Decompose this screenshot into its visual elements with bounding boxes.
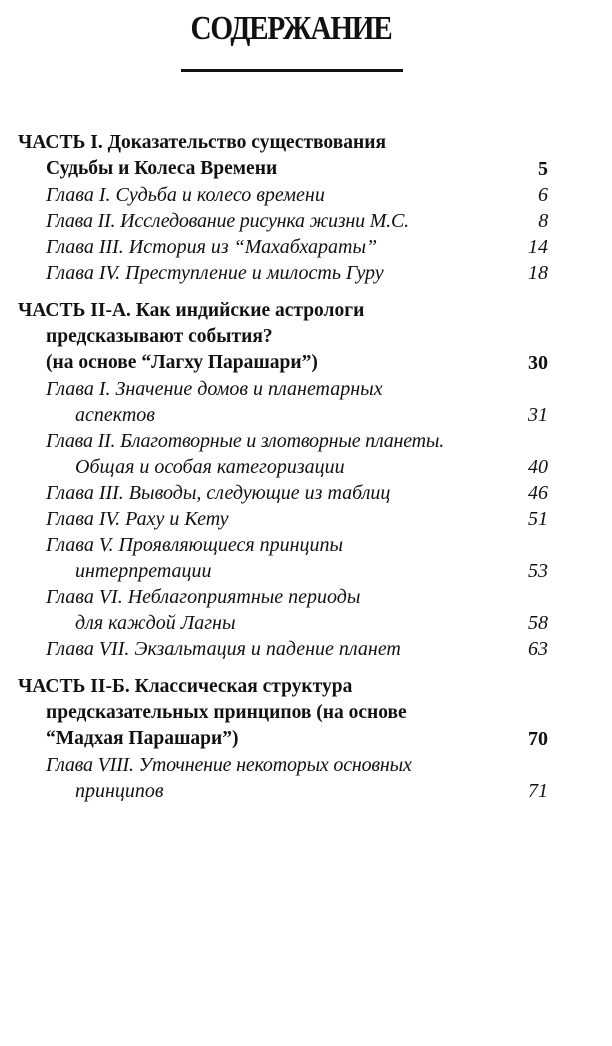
chapter-title: Глава VII. Экзальтация и падение планет bbox=[46, 638, 401, 660]
part-heading-line bbox=[18, 700, 552, 726]
part-heading-text: ЧАСТЬ I. Доказательство существования bbox=[18, 132, 386, 153]
chapter-entry bbox=[18, 506, 552, 532]
chapter-entry bbox=[18, 480, 552, 506]
part-1 bbox=[18, 130, 552, 286]
chapter-entry-continued bbox=[18, 778, 552, 804]
page-number: 40 bbox=[528, 456, 548, 478]
page-number: 63 bbox=[528, 638, 548, 660]
chapter-title: Глава IV. Раху и Кету bbox=[46, 508, 229, 530]
page-number: 46 bbox=[528, 482, 548, 504]
chapter-entry bbox=[18, 636, 552, 662]
chapter-entry bbox=[18, 584, 552, 610]
part-heading-text: (на основе “Лагху Парашари”) bbox=[46, 352, 318, 373]
page-number: 30 bbox=[528, 352, 548, 374]
chapter-title: Глава II. Исследование рисунка жизни М.С. bbox=[46, 210, 409, 232]
chapter-title: Глава I. Судьба и колесо времени bbox=[46, 184, 325, 206]
page-number: 71 bbox=[528, 780, 548, 802]
page-title: СОДЕРЖАНИЕ bbox=[190, 10, 392, 47]
part-2a bbox=[18, 298, 552, 662]
chapter-title: интерпретации bbox=[75, 560, 212, 582]
chapter-title: Глава VI. Неблагоприятные периоды bbox=[46, 586, 361, 608]
chapter-entry-continued bbox=[18, 402, 552, 428]
page-number: 70 bbox=[528, 728, 548, 750]
page-number: 8 bbox=[538, 210, 548, 232]
page-number: 5 bbox=[538, 158, 548, 180]
part-heading-line bbox=[18, 324, 552, 350]
chapter-entry bbox=[18, 208, 552, 234]
part-heading-text: предсказывают события? bbox=[46, 326, 273, 347]
chapter-entry-continued bbox=[18, 558, 552, 584]
part-heading-line bbox=[18, 156, 552, 182]
chapter-title: Общая и особая категоризации bbox=[75, 456, 345, 478]
page-number: 31 bbox=[528, 404, 548, 426]
chapter-entry bbox=[18, 234, 552, 260]
page-number: 18 bbox=[528, 262, 548, 284]
page-number: 51 bbox=[528, 508, 548, 530]
part-heading-text: Судьбы и Колеса Времени bbox=[46, 158, 278, 179]
chapter-title: Глава VIII. Уточнение некоторых основных bbox=[46, 754, 412, 776]
chapter-entry-continued bbox=[18, 610, 552, 636]
table-of-contents bbox=[18, 130, 552, 816]
part-heading-line bbox=[18, 726, 552, 752]
page-number: 58 bbox=[528, 612, 548, 634]
part-heading-line bbox=[18, 298, 552, 324]
title-underline bbox=[181, 69, 403, 72]
chapter-title: Глава III. Выводы, следующие из таблиц bbox=[46, 482, 391, 504]
chapter-title: для каждой Лагны bbox=[75, 612, 236, 634]
part-heading-text: ЧАСТЬ II-Б. Классическая структура bbox=[18, 676, 353, 697]
chapter-title: Глава II. Благотворные и злотворные планеты. bbox=[46, 430, 445, 452]
part-heading-text: “Мадхая Парашари”) bbox=[46, 728, 239, 749]
part-heading-line bbox=[18, 130, 552, 156]
chapter-title: Глава IV. Преступление и милость Гуру bbox=[46, 262, 384, 284]
chapter-entry bbox=[18, 182, 552, 208]
chapter-entry bbox=[18, 376, 552, 402]
chapter-title: Глава III. История из “Махабхараты” bbox=[46, 236, 378, 258]
chapter-entry bbox=[18, 752, 552, 778]
chapter-title: Глава I. Значение домов и планетарных bbox=[46, 378, 383, 400]
part-heading-text: предсказательных принципов (на основе bbox=[46, 702, 407, 723]
page-number: 6 bbox=[538, 184, 548, 206]
part-2b bbox=[18, 674, 552, 804]
part-heading-line bbox=[18, 350, 552, 376]
chapter-title: принципов bbox=[75, 780, 164, 802]
chapter-title: аспектов bbox=[75, 404, 155, 426]
chapter-entry-continued bbox=[18, 454, 552, 480]
part-heading-line bbox=[18, 674, 552, 700]
chapter-entry bbox=[18, 532, 552, 558]
page-number: 53 bbox=[528, 560, 548, 582]
chapter-entry bbox=[18, 428, 552, 454]
part-heading-text: ЧАСТЬ II-А. Как индийские астрологи bbox=[18, 300, 365, 321]
page-number: 14 bbox=[528, 236, 548, 258]
chapter-entry bbox=[18, 260, 552, 286]
chapter-title: Глава V. Проявляющиеся принципы bbox=[46, 534, 344, 556]
